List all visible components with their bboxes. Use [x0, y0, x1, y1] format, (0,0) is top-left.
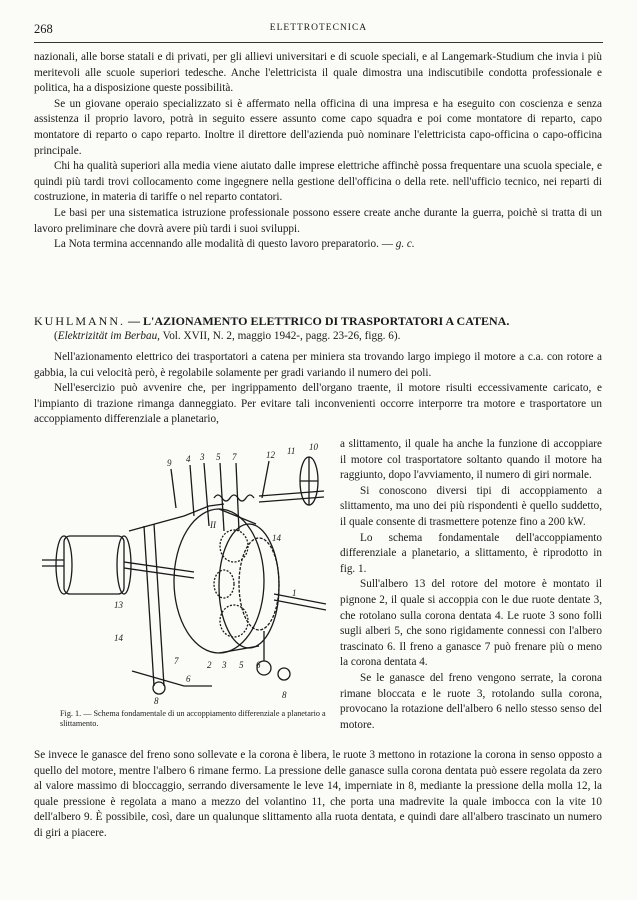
article-title-text: — L'AZIONAMENTO ELETTRICO DI TRASPORTATORI A CATENA.	[128, 314, 510, 328]
reference-details: Vol. XVII, N. 2, maggio 1942-, pagg. 23-26, figg. 6).	[162, 330, 401, 342]
article-heading	[34, 313, 602, 344]
paragraph: Se le ganasce del freno vengono serrate, la corona rimane bloccata e le ruote 3, rotolando sulla corona, provocano la rotazione dell'albero 6 nello stesso senso del motore.	[340, 671, 602, 731]
header-rule	[34, 42, 603, 43]
fig-label: 14	[272, 533, 281, 543]
fig-label: 5	[239, 660, 244, 670]
coupling-diagram	[34, 436, 332, 708]
page-header	[34, 22, 603, 38]
fig-label: 6	[256, 660, 261, 670]
signature: g. c.	[395, 238, 415, 251]
fig-label: 3	[200, 452, 205, 462]
paragraph: nazionali, alle borse statali e di privati, per gli allievi universitari e di scuole speciali, e al Langemark-Studium che invia i più meritevoli alle scuole superiori tedesche. Anche l'elettricista il quale dimostra una indiscutibile condotta professionale e politica, ha a disposizione queste possibilità.	[34, 51, 602, 95]
pinion	[214, 570, 234, 598]
fig-label: 10	[309, 442, 318, 452]
paragraph: Se invece le ganasce del freno sono sollevate e la corona è libera, le ruote 3 mettono in rotazione la corona in senso opposto a quello del motore, mentre l'albero 6 rimane fermo. La pressione delle ganasce sulla corona dentata può essere regolata da zero al valore massimo di bloccaggio, serrando diversamente le leve 14, imperniate in 8, mediante la pressione della molla 12, la quale pressione è regolata a mano a mezzo del volantino 11, che porta una madrevite la quale imbocca con la vite 10 dell'albero 9. È possibile, così, dare un qualunque slittamento alla ruota dentata, e quindi dare all'albero trascinato un numero di giri a piacere.	[34, 749, 602, 839]
paragraph: Si conoscono diversi tipi di accoppiamento a slittamento, ma uno dei più rispondenti è quello suddetto, il quale consente di trasmettere potenze fino a 200 kW.	[340, 484, 602, 528]
motor-body	[64, 536, 124, 594]
article-author: KUHLMANN.	[34, 314, 125, 328]
fig-label: 14	[114, 633, 123, 643]
closing-text: La Nota termina accennando alle modalità di questo lavoro preparatorio. —	[54, 238, 393, 251]
right-column	[340, 437, 602, 733]
fig-label: 1	[292, 588, 297, 598]
page-number: 268	[34, 22, 53, 36]
fig-label: 4	[186, 454, 191, 464]
article-title	[34, 313, 602, 329]
article-intro	[34, 350, 602, 428]
article-reference: (Elektrizität im Berbau, Vol. XVII, N. 2, maggio 1942-, pagg. 23-26, figg. 6).	[54, 330, 401, 342]
journal-name: Elektrizität im Berbau,	[57, 330, 160, 342]
paragraph: Chi ha qualità superiori alla media viene aiutato dalle imprese elettriche affinchè possa frequentare una scuola speciale, e quindi più tardi trovi collocamento come ingegnere nella gestione dell'officina o della rete. nell'ufficio tecnico, nei reparti di costruzione, in materia di tariffe o nel reparto contatori.	[34, 160, 602, 204]
fig-label: 8	[154, 696, 159, 706]
paragraph: Sull'albero 13 del rotore del motore è montato il pignone 2, il quale si accoppia con le due ruote dentate 3, che rotolano sulla corona dentata 4. Le ruote 3 sono folli sugli alberi 5, che sono rigidamente connessi con l'albero trascinato 6. Il freno a ganasce 7 può frenare più o meno la corona dentata 4.	[340, 578, 602, 669]
fig-label: 3	[222, 660, 227, 670]
figure-1	[34, 436, 332, 708]
fig-label: 2	[207, 660, 212, 670]
closing-paragraph	[34, 237, 602, 253]
running-title: ELETTROTECNICA	[269, 23, 368, 33]
fig-label: 11	[287, 446, 296, 456]
fig-label: 13	[114, 600, 123, 610]
fig-label: 7	[232, 452, 237, 462]
top-article	[34, 50, 602, 253]
fig-label: 6	[186, 674, 191, 684]
paragraph: a slittamento, il quale ha anche la funzione di accoppiare il motore col trasportatore soltanto quando il motore ha raggiunto, dopo l'avviamento, il numero di giri normale.	[340, 438, 602, 482]
fig-label: 9	[167, 458, 172, 468]
fig-label: 8	[282, 690, 287, 700]
article-bottom	[34, 748, 602, 842]
figure-caption: Fig. 1. — Schema fondamentale di un accoppiamento differenziale a planetario a slittamento.	[60, 709, 326, 728]
spring-12	[214, 495, 254, 501]
fig-label: II	[210, 520, 216, 530]
paragraph: Nell'azionamento elettrico dei trasportatori a catena per miniera sta trovando largo impiego il motore a c.a. con rotore a gabbia, la cui velocità però, è regolabile solamente per gradi variando il numero dei poli.	[34, 351, 602, 379]
paragraph: Lo schema fondamentale dell'accoppiamento differenziale a planetario, a slittamento, è riprodotto in fig. 1.	[340, 531, 602, 575]
fig-label: 12	[266, 450, 275, 460]
paragraph: Nell'esercizio può avvenire che, per ingrippamento dell'organo traente, il motore risulti eccessivamente caricato, e l'impianto di trazione rimanga danneggiato. Per evitare tali inconvenienti occorre interporre tra motore e trasportatore un accoppiamento differenziale a planetario,	[34, 382, 602, 426]
paragraph: Se un giovane operaio specializzato si è affermato nella officina di una impresa e ha eseguito con coscienza e senza assistenza il proprio lavoro, potrà in seguito essere assunto come capo squadra e poi come montatore di reparto, capo montatore di reparto o capo reparto. Inoltre il direttore dell'azienda può nominare l'elettricista capo-officina o capo-officina principale.	[34, 97, 602, 157]
pivot-8	[153, 682, 165, 694]
fig-label: 7	[174, 656, 179, 666]
paragraph: Le basi per una sistematica istruzione professionale possono essere create anche durante la guerra, poichè si tratta di un lavoro preliminare che dovrà avere più tardi i suoi sviluppi.	[34, 206, 602, 235]
fig-label: 5	[216, 452, 221, 462]
gear-upper	[220, 530, 248, 562]
